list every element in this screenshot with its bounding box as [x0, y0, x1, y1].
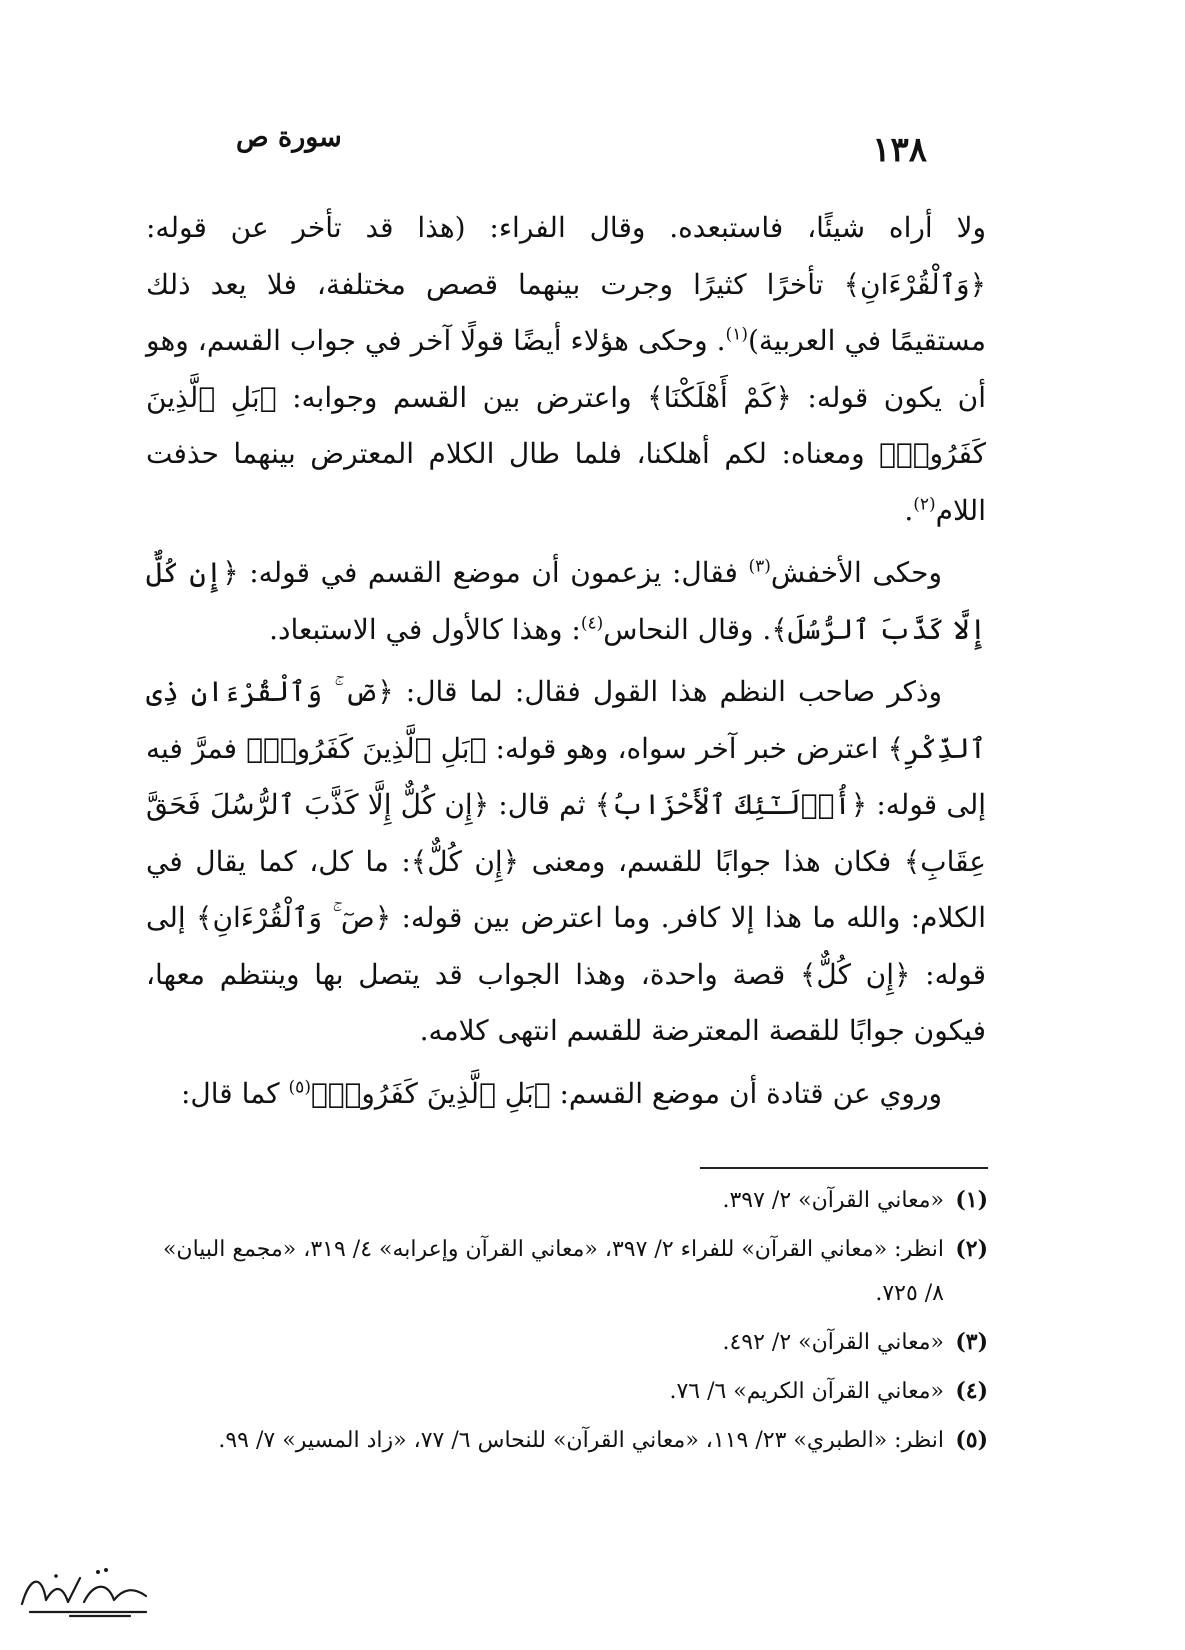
- paragraph: [146, 664, 986, 1060]
- footnote-number: (٣): [955, 1329, 988, 1355]
- footnote: [146, 1227, 988, 1316]
- footnote-reference: (٥): [288, 1077, 311, 1098]
- paragraph: [146, 1066, 986, 1123]
- footnote-number: (٥): [955, 1427, 988, 1453]
- quran-quote: ﴿صٓ ۚ وَٱلْقُرْءَانِ ذِى ٱلذِّكْرِ﴾: [146, 675, 986, 765]
- text-run: وحكى الأخفش: [770, 556, 943, 589]
- quran-quote: ﴿بَلِ ٱلَّذِينَ كَفَرُوا۟﴾: [246, 731, 487, 765]
- quran-quote: ﴿كَمْ أَهْلَكْنَا﴾: [647, 380, 792, 414]
- paragraph: [146, 545, 986, 658]
- footnote-reference: (١): [725, 324, 748, 345]
- text-run: وذكر صاحب النظم هذا القول فقال: لما قال:: [393, 675, 942, 708]
- calligraphy-logo-icon: [10, 1556, 160, 1626]
- text-run: : وهذا كالأول في الاستبعاد.: [269, 612, 581, 646]
- text-run: ومعناه: لكم أهلكنا، فلما طال الكلام المعترض بينهما حذفت اللام: [146, 437, 986, 527]
- footnote-number: (٤): [955, 1378, 988, 1404]
- text-run: : ما كل، كما يقال في الكلام: والله ما هذا إلا كافر. وما اعترض بين قوله:: [146, 844, 986, 934]
- quran-quote: ﴿بَلِ ٱلَّذِينَ كَفَرُوا۟﴾: [310, 1076, 551, 1110]
- text-run: . وحكى هؤلاء أيضًا قولًا آخر في جواب القسم، وهو أن يكون قوله:: [146, 324, 987, 414]
- quran-quote: ﴿إِن كُلٌّ إِلَّا كَذَّبَ ٱلرُّسُلَ﴾: [146, 556, 986, 646]
- footnote-number: (٢): [955, 1236, 988, 1262]
- text-run: ثم قال:: [489, 788, 595, 821]
- footnote: [146, 1178, 988, 1223]
- footnote-text: «معاني القرآن» ٢/ ٣٩٧.: [722, 1188, 944, 1213]
- footnote-text: انظر: «الطبري» ٢٣/ ١١٩، «معاني القرآن» للنحاس ٦/ ٧٧، «زاد المسير» ٧/ ٩٩.: [218, 1428, 944, 1453]
- text-run: فقال: يزعمون أن موضع القسم في قوله:: [238, 556, 749, 589]
- footnote: [146, 1418, 988, 1463]
- footnote-number: (١): [955, 1187, 988, 1213]
- quran-quote: ﴿صٓ ۚ وَٱلْقُرْءَانِ﴾: [196, 901, 392, 934]
- quran-quote: ﴿وَٱلْقُرْءَانِ﴾: [843, 267, 986, 301]
- main-text: [146, 200, 986, 1128]
- footnote-reference: (٤): [580, 613, 604, 634]
- text-run: واعترض بين القسم وجوابه:: [276, 380, 648, 414]
- footnotes: [146, 1178, 988, 1467]
- quran-quote: ﴿إِن كُلٌّ﴾: [410, 844, 520, 878]
- footnote: [146, 1369, 988, 1414]
- text-run: تأخرًا كثيرًا وجرت بينهما قصص مختلفة، فلا يعد ذلك مستقيمًا في العربية): [146, 267, 986, 357]
- text-run: . وقال النحاس: [603, 612, 772, 646]
- logo-watermark: [10, 1556, 160, 1626]
- text-run: .: [904, 493, 914, 527]
- text-run: قصة واحدة، وهذا الجواب قد يتصل بها وينتظم معها، فيكون جوابًا للقصة المعترضة للقسم انتهى كلامه.: [146, 957, 986, 1047]
- footnote-reference: (٢): [913, 494, 936, 515]
- text-run: إلى قوله:: [146, 901, 986, 991]
- quran-quote: ﴿إِن كُلٌّ﴾: [799, 957, 911, 991]
- footnote-text: «معاني القرآن» ٢/ ٤٩٢.: [722, 1330, 944, 1355]
- footnote-separator: [700, 1167, 988, 1169]
- text-run: فكان هذا جوابًا للقسم، ومعنى: [519, 844, 904, 878]
- footnote: [146, 1320, 988, 1365]
- text-run: وروي عن قتادة أن موضع القسم:: [550, 1076, 942, 1110]
- quran-quote: ﴿أُو۟لَـٰٓئِكَ ٱلْأَحْزَابُ﴾: [594, 788, 868, 821]
- paragraph: [146, 200, 986, 539]
- text-run: اعترض خبر آخر سواه، وهو قوله:: [486, 731, 888, 765]
- quran-quote: ﴿إِن كُلٌّ إِلَّا كَذَّبَ ٱلرُّسُلَ فَحَقَّ عِقَابِ﴾: [146, 788, 986, 878]
- text-run: فمرَّ فيه إلى قوله:: [146, 731, 987, 821]
- text-run: ولا أراه شيئًا، فاستبعده. وقال الفراء: (هذا قد تأخر عن قوله:: [146, 211, 986, 244]
- text-run: كما قال:: [180, 1076, 289, 1110]
- footnote-text: «معاني القرآن الكريم» ٦/ ٧٦.: [669, 1379, 944, 1404]
- page-number: ١٣٨: [872, 130, 927, 170]
- footnote-reference: (٣): [748, 556, 771, 577]
- quran-quote: ﴿بَلِ ٱلَّذِينَ كَفَرُوا۟﴾: [146, 380, 986, 470]
- footnote-text: انظر: «معاني القرآن» للفراء ٢/ ٣٩٧، «معاني القرآن وإعرابه» ٤/ ٣١٩، «مجمع البيان» ٨/ ٧٢٥.: [162, 1237, 944, 1306]
- running-header-surah-title: سورة ص: [236, 122, 342, 153]
